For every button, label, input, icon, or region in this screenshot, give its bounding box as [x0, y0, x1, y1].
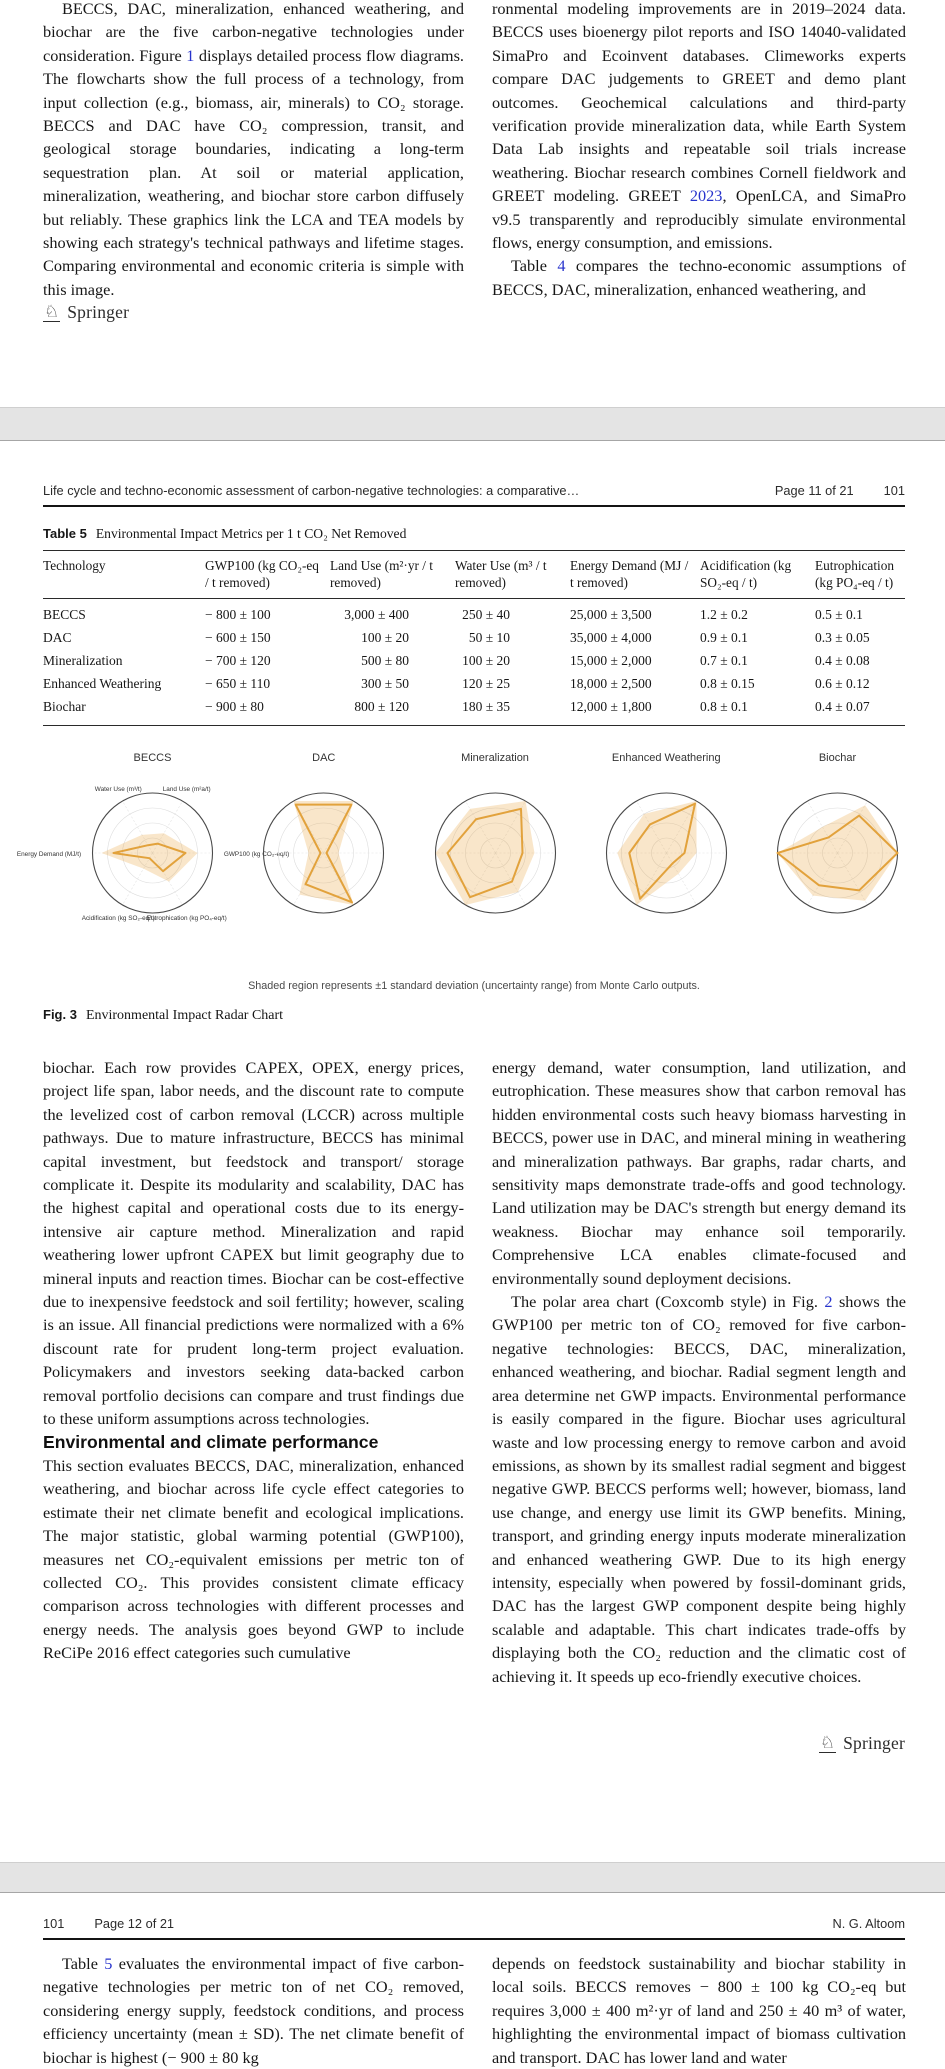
table5-header-cell: Acidification (kg SO₂-eq / t) — [700, 551, 815, 599]
radar-chart-cell-dac — [241, 752, 406, 933]
table5-cell: Biochar — [43, 698, 86, 714]
springer-wordmark: Springer — [843, 1733, 905, 1753]
section-heading: Environmental and climate performance — [43, 1431, 379, 1452]
prev-page-right-column — [492, 0, 906, 301]
table5 — [43, 550, 905, 726]
table5-cell: 500 ± 80 — [361, 653, 409, 668]
page11-left-column — [43, 1056, 464, 1665]
springer-knight-icon: ♘ — [44, 302, 60, 321]
table5-cell: Enhanced Weathering — [43, 675, 162, 691]
table5-header-row — [43, 551, 905, 599]
table5-header-cell: Land Use (m²·yr / t removed) — [330, 551, 455, 599]
radar-chart-cell-beccs — [16, 752, 290, 933]
page-info: Page 12 of 21 — [94, 1916, 175, 1931]
running-head-page11 — [43, 483, 905, 498]
table5-cell: 0.8 ± 0.1 — [700, 698, 748, 714]
table5-cell: − 600 ± 150 — [205, 630, 271, 646]
table5-cell: 0.8 ± 0.15 — [700, 675, 755, 691]
citation-link[interactable]: 5 — [104, 1954, 113, 1973]
running-head-title: Life cycle and techno-economic assessment of carbon-negative technologies: a comparative… — [43, 483, 580, 498]
fig3-label: Fig. 3 — [43, 1007, 77, 1022]
table5-caption — [43, 526, 905, 542]
paragraph — [492, 0, 906, 254]
table5-body — [43, 599, 905, 726]
table5-cell: 0.5 ± 0.1 — [815, 607, 863, 623]
table5-cell: − 800 ± 100 — [205, 607, 271, 623]
text-run: ronmental modeling improvements are in 2019–2024 data. BECCS uses bioenergy pilot reports and ISO 14040-validated SimaPro and Ecoinvent databases. Climeworks experts compare DAC judgements to GREET and demo plant outcomes. Geochemical calculations and third-party verification provide mineralization data, while Earth System Data Lab insights and repeatable soil trials increase weathering. Biochar research combines Cornell fieldwork and GREET modeling. GREET — [492, 0, 906, 206]
text-run: Table — [511, 256, 558, 276]
table5-cell: 1.2 ± 0.2 — [700, 607, 748, 623]
table5-cell: − 900 ± 80 — [205, 698, 264, 714]
prev-page-left-column — [43, 0, 464, 301]
table5-cell: 100 ± 20 — [361, 630, 409, 646]
fig3-caption — [43, 1007, 905, 1024]
radar-chart-cell-mineralization — [413, 752, 578, 933]
fig3-caption-text: Environmental Impact Radar Chart — [85, 1008, 284, 1023]
table5-cell: 0.7 ± 0.1 — [700, 653, 748, 668]
table5-cell: − 700 ± 120 — [205, 653, 271, 668]
springer-logo — [819, 1733, 905, 1754]
table5-cell: 3,000 ± 400 — [344, 607, 409, 623]
svg-text:GWP100 (kg CO₂-eq/t): GWP100 (kg CO₂-eq/t) — [223, 851, 290, 858]
paragraph — [43, 0, 464, 301]
springer-logo — [43, 302, 129, 323]
table5-cell: 18,000 ± 2,500 — [570, 675, 652, 691]
running-head-page12 — [43, 1916, 905, 1931]
text-run: shows the GWP100 per metric ton of CO₂ removed for five carbon-negative technologies: BECCS, DAC, mineralization, enhanced weathering, and biochar. Radial segment length and area determine net GWP impacts. Environmental performance is easily compared in the figure. Biochar uses agricultural waste and low processing energy to remove carbon and avoid emissions, as shown by its smallest radial segment and biggest negative GWP. BECCS performs well; however, biomass, land use change, and energy use limit its GWP benefits. Mining, transport, and grinding energy inputs moderate mineralization and enhanced weathering GWP. Due to its high energy intensity, especially when powered by fossil-dominant grids, DAC has the largest GWP component despite being highly scalable and adaptable. This chart indicates trade-offs by displaying both the CO₂ reduction and the climatic cost of achieving it. It speeds up eco-friendly executive choices. — [492, 1292, 906, 1686]
table5-cell: 120 ± 25 — [462, 675, 510, 691]
article-number: 101 — [883, 483, 905, 498]
running-head-rule — [43, 1938, 905, 1940]
text-run: BECCS, DAC, mineralization, enhanced weathering, and biochar are the five carbon-negative technologies under consideration. Figure — [43, 0, 464, 65]
page11-right-column — [492, 1056, 906, 1688]
table5-cell: 0.3 ± 0.05 — [815, 630, 870, 646]
table5-row — [43, 696, 905, 725]
text-run: compares the techno-economic assumptions of BECCS, DAC, mineralization, enhanced weathering, and — [492, 256, 906, 299]
radar-chart-title: DAC — [312, 752, 336, 764]
text-run: Table — [62, 1954, 105, 1973]
table5-row — [43, 599, 905, 627]
citation-link[interactable]: 1 — [186, 45, 195, 65]
table5-header-cell: Technology — [43, 551, 205, 599]
table5-row — [43, 627, 905, 650]
svg-text:Eutrophication (kg PO₄-eq/t): Eutrophication (kg PO₄-eq/t) — [146, 915, 227, 923]
table5-cell: 50 ± 10 — [468, 630, 510, 646]
table5-cell: Mineralization — [43, 653, 123, 668]
page12-right-column — [492, 1952, 906, 2069]
paragraph: This section evaluates BECCS, DAC, mineralization, enhanced weathering, and biochar across life cycle effect categories to estimate their net climate benefit and ecological implications. The major statistic, global warming potential (GWP100), measures net CO₂-equivalent emissions per metric ton of collected CO₂. This provides consistent climate efficacy comparison across technologies with different processes and energy needs. The analysis goes beyond GWP to include ReCiPe 2016 effect categories such cumulative — [43, 1455, 464, 1663]
table5-cell: 300 ± 50 — [361, 675, 409, 691]
table5-cell: 35,000 ± 4,000 — [570, 630, 652, 646]
author-name: N. G. Altoom — [832, 1916, 905, 1931]
radar-chart-dac — [241, 765, 406, 933]
table5-header-cell: Eutrophication (kg PO₄-eq / t) — [815, 551, 905, 599]
fig3-radar-charts — [16, 752, 920, 933]
table5-row — [43, 650, 905, 673]
radar-chart-title: Biochar — [818, 752, 857, 764]
radar-chart-beccs — [16, 765, 290, 933]
table5-cell: 250 ± 40 — [462, 607, 510, 623]
text-run: displays detailed process flow diagrams. The flowcharts show the full process of a technology, from input collection (e.g., biomass, air, minerals) to CO₂ storage. BECCS and DAC have CO₂ compression, transit, and geological storage boundaries, indicating a long-term sequestration plan. At soil or material application, mineralization, weathering, and biochar store carbon diffusely but reliably. These graphics link the LCA and TEA models by showing each strategy's technical pathways and lifetime stages. Comparing environmental and economic criteria is simple with this image. — [43, 45, 464, 299]
table5-cell: − 650 ± 110 — [205, 675, 271, 691]
running-head-rule — [43, 505, 905, 507]
paragraph: biochar. Each row provides CAPEX, OPEX, energy prices, project life span, labor needs, and the discount rate to compute the levelized cost of carbon removal (LCCR) across multiple pathways. Due to mature infrastructure, BECCS has minimal capital investment, but feedstock and transport/ storage complicate it. Despite its modularity and scalability, DAC has the highest capital and operational costs due to its energy-intensive air capture method. Mineralization and rapid weathering lower upfront CAPEX but limit geography due to mineral inputs and reaction times. Biochar can be cost-effective due to inexpensive feedstock and soil fertility; however, scaling is an issue. All financial predictions were normalized with a 6% discount rate for prudent long-term project evaluation. Policymakers and investors seeking data-backed carbon removal portfolio decisions can compare and trust findings due to these uniform assumptions across technologies. — [43, 1058, 464, 1429]
svg-text:Acidification (kg SO₂-eq/t): Acidification (kg SO₂-eq/t) — [81, 915, 155, 923]
paragraph: energy demand, water consumption, land utilization, and eutrophication. These measures show that carbon removal has hidden environmental costs such heavy biomass harvesting in BECCS, power use in DAC, and mineral mining in weathering and mineralization pathways. Bar graphs, radar charts, and sensitivity maps demonstrate trade-offs and good technology. Land utilization may be DAC's strength but energy demand its weakness. Biochar may enhance soil temporarily. Comprehensive LCA enables climate-focused and environmentally sound deployment decisions. — [492, 1058, 906, 1288]
table5-cell: 0.9 ± 0.1 — [700, 630, 748, 646]
table5-cell: 0.4 ± 0.08 — [815, 653, 870, 668]
page-separator — [0, 1862, 945, 1893]
radar-chart-biochar — [755, 765, 920, 933]
radar-chart-title: BECCS — [133, 752, 172, 764]
text-run: The polar area chart (Coxcomb style) in Fig. — [511, 1292, 825, 1312]
radar-chart-title: Mineralization — [461, 752, 529, 764]
table5-cell: 0.4 ± 0.07 — [815, 698, 870, 714]
radar-chart-cell-enhanced-weathering — [584, 752, 749, 933]
fig3-uncertainty-note: Shaded region represents ±1 standard deviation (uncertainty range) from Monte Carlo outputs. — [248, 980, 700, 992]
text-run: , OpenLCA, and SimaPro v9.5 transparently and reproducibly simulate environmental flows, energy consumption, and emissions. — [492, 186, 906, 253]
table5-caption-text: Environmental Impact Metrics per 1 t CO₂ Net Removed — [95, 526, 407, 541]
paragraph — [43, 1952, 464, 2069]
table5-header-cell: Energy Demand (MJ / t removed) — [570, 551, 700, 599]
paragraph: depends on feedstock sustainability and biochar stability in local soils. BECCS removes − 800 ± 100 kg CO₂-eq but requires 3,000 ± 400 m²·yr of land and 250 ± 40 m³ of water, highlighting the environmental impact of biomass cultivation and transport. DAC has lower land and water — [492, 1954, 906, 2067]
table5-cell: 180 ± 35 — [462, 698, 510, 714]
radar-chart-enhanced-weathering — [584, 765, 749, 933]
table5-cell: DAC — [43, 630, 72, 646]
table5-cell: 12,000 ± 1,800 — [570, 698, 652, 714]
page12-left-column — [43, 1952, 464, 2069]
radar-chart-cell-biochar — [755, 752, 920, 933]
table5-label: Table 5 — [43, 526, 87, 541]
page-separator — [0, 407, 945, 441]
paragraph — [492, 254, 906, 301]
citation-link[interactable]: 2 — [824, 1292, 833, 1312]
table5-row — [43, 673, 905, 696]
table5-cell: 15,000 ± 2,000 — [570, 653, 652, 668]
radar-chart-title: Enhanced Weathering — [611, 752, 721, 764]
table5-cell: BECCS — [43, 607, 86, 623]
citation-link[interactable]: 2023 — [689, 186, 723, 206]
table5-header-cell: GWP100 (kg CO₂-eq / t removed) — [205, 551, 330, 599]
table5-cell: 0.6 ± 0.12 — [815, 675, 870, 691]
springer-knight-icon: ♘ — [819, 1733, 836, 1752]
svg-text:Energy Demand (MJ/t): Energy Demand (MJ/t) — [16, 851, 82, 858]
svg-text:Water Use (m³/t): Water Use (m³/t) — [94, 785, 142, 793]
springer-wordmark: Springer — [67, 302, 130, 322]
paragraph — [492, 1290, 906, 1688]
table5-cell: 100 ± 20 — [462, 653, 510, 668]
text-run: evaluates the environmental impact of five carbon-negative technologies per metric ton of net CO₂ removed, considering energy supply, feedstock conditions, and process efficiency uncertainty (mean ± SD). The net climate benefit of biochar is highest (− 900 ± 80 kg — [43, 1954, 465, 2067]
radar-chart-mineralization — [413, 765, 578, 933]
table5-cell: 800 ± 120 — [354, 698, 409, 714]
table5-cell: 25,000 ± 3,500 — [570, 607, 652, 623]
svg-text:Land Use (m²a/t): Land Use (m²a/t) — [162, 785, 211, 793]
article-number: 101 — [43, 1916, 65, 1931]
page-info: Page 11 of 21 — [774, 483, 854, 498]
table5-header-cell: Water Use (m³ / t removed) — [455, 551, 570, 599]
citation-link[interactable]: 4 — [557, 256, 566, 276]
